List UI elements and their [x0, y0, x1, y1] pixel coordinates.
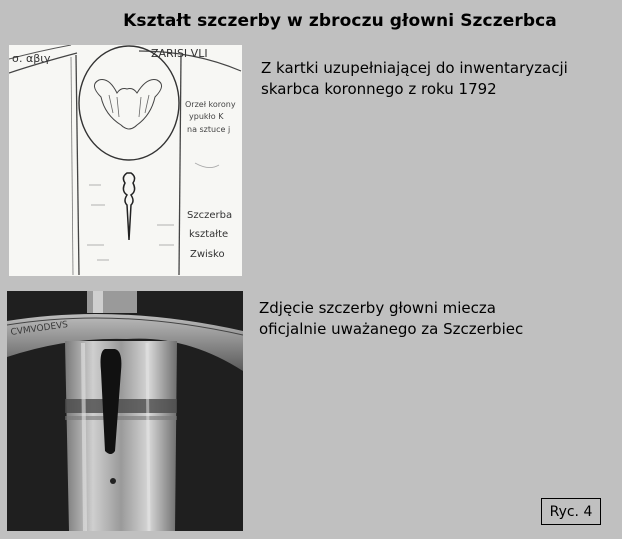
- handwriting-7: kształte: [189, 229, 229, 240]
- caption-photo-line-1: Zdjęcie szczerby głowni miecza: [259, 299, 496, 317]
- caption-photo: [259, 298, 609, 340]
- inventory-sketch-image: [9, 45, 242, 276]
- handwriting-8: Zwisko: [190, 249, 225, 260]
- handwriting-4: ypukło K: [189, 112, 224, 121]
- caption-inventory-line-2: skarbca koronnego z roku 1792: [261, 80, 497, 98]
- sword-notch-photo: [7, 291, 243, 531]
- guard-inscription: CVMVODEVS: [10, 320, 69, 338]
- handwriting-6: Szczerba: [187, 210, 233, 221]
- caption-photo-line-2: oficjalnie uważanego za Szczerbiec: [259, 320, 524, 338]
- caption-inventory-line-1: Z kartki uzupełniającej do inwentaryzacji: [261, 59, 568, 77]
- handwriting-5: na sztuce j: [187, 125, 231, 134]
- handwriting-2: ZARISI VLI: [151, 47, 208, 60]
- handwriting-3: Orzeł korony: [185, 100, 236, 109]
- figure-label: Ryc. 4: [541, 498, 601, 525]
- page-title: Kształt szczerby w zbroczu głowni Szczerbca: [123, 11, 557, 31]
- handwriting-1: σ. αβιγ: [12, 52, 51, 65]
- caption-inventory: [261, 58, 611, 100]
